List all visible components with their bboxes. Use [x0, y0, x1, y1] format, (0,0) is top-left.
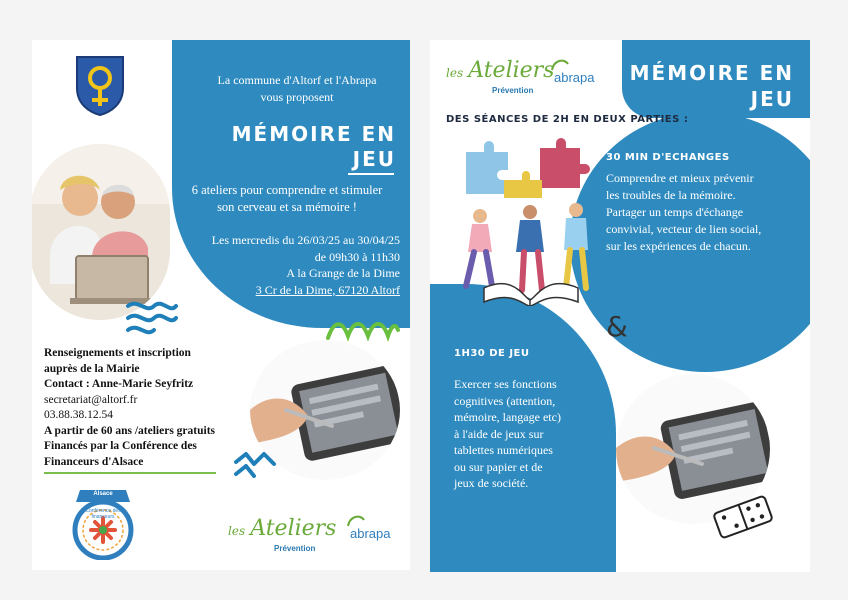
contact-underline — [44, 472, 216, 474]
contact-line: Renseignements et inscription — [44, 347, 191, 359]
intro-line: La commune d'Altorf et l'Abrapa — [217, 73, 377, 87]
schedule — [172, 232, 400, 298]
contact-line: A partir de 60 ans /ateliers gratuits — [44, 424, 215, 437]
contact-line: Financeurs d'Alsace — [44, 455, 144, 468]
badge-ring-label: Conférence des financeurs — [85, 508, 121, 520]
logo-les: les — [228, 524, 246, 538]
coat-of-arms-icon — [74, 54, 126, 116]
part2-line: ou sur papier et de — [454, 459, 543, 474]
part2-line: mémoire, langage etc) — [454, 410, 561, 424]
small-zigzag-icon — [232, 448, 280, 478]
contact-line: Financés par la Conférence des — [44, 440, 197, 452]
contact-email: secretariat@altorf.fr — [44, 393, 138, 406]
contact-line: Contact : Anne-Marie Seyfritz — [44, 378, 194, 390]
sessions-subtitle: DES SÉANCES DE 2H EN DEUX PARTIES : — [446, 114, 689, 125]
left-page — [32, 40, 410, 570]
description-line: son cerveau et sa mémoire ! — [217, 200, 357, 214]
schedule-address: 3 Cr de la Dime, 67120 Altorf — [255, 282, 400, 297]
logo-abrapa: abrapa — [554, 70, 595, 85]
part2-line: à l'aide de jeux sur — [454, 426, 544, 441]
intro-line: vous proposent — [260, 90, 334, 104]
right-title — [616, 60, 794, 112]
part1-text — [606, 170, 802, 255]
part1-heading: 30 MIN D'ECHANGES — [606, 152, 730, 163]
right-page — [430, 40, 810, 572]
part2-line: tablettes numériques — [454, 443, 553, 457]
part2-line: Exercer ses fonctions — [454, 377, 557, 391]
description — [172, 182, 402, 216]
financeurs-badge — [70, 488, 136, 560]
logo-prevention: Prévention — [492, 86, 534, 95]
ampersand: & — [606, 310, 628, 343]
logo-abrapa: abrapa — [350, 526, 391, 541]
title-line: JEU — [750, 87, 794, 111]
ateliers-logo-top — [446, 54, 616, 98]
badge-top-label: Alsace — [93, 491, 113, 497]
title-line: MÉMOIRE EN — [629, 61, 794, 85]
schedule-place: A la Grange de la Dime — [286, 266, 400, 280]
part1-line: les troubles de la mémoire. — [606, 188, 736, 202]
part1-line: Partager un temps d'échange — [606, 205, 744, 219]
part1-line: convivial, vecteur de lien social, — [606, 222, 762, 236]
logo-ateliers: Ateliers — [250, 516, 337, 541]
contact-line: auprès de la Mairie — [44, 362, 140, 375]
contact-phone: 03.88.38.12.54 — [44, 409, 113, 421]
ateliers-logo-bottom — [228, 512, 408, 556]
contact-block — [44, 346, 244, 470]
logo-ateliers: Ateliers — [468, 58, 555, 83]
left-title — [182, 122, 396, 172]
seniors-photo — [32, 144, 170, 320]
zigzag-decoration-icon — [124, 296, 180, 336]
intro-text — [192, 72, 402, 106]
part1-line: Comprendre et mieux prévenir — [606, 171, 754, 185]
schedule-hours: de 09h30 à 11h30 — [314, 249, 400, 264]
part2-line: cognitives (attention, — [454, 393, 556, 408]
schedule-dates: Les mercredis du 26/03/25 au 30/04/25 — [211, 233, 400, 247]
title-line: MÉMOIRE EN — [231, 122, 396, 146]
title-underline — [348, 173, 394, 175]
description-line: 6 ateliers pour comprendre et stimuler — [191, 183, 383, 197]
part1-line: sur les expériences de chacun. — [606, 239, 751, 253]
part2-text — [454, 376, 614, 492]
part2-line: jeux de société. — [454, 476, 529, 490]
title-line: JEU — [352, 147, 396, 171]
logo-les: les — [446, 66, 464, 80]
part2-heading: 1H30 DE JEU — [454, 348, 530, 359]
domino-icon — [710, 492, 776, 542]
puzzle-people-illustration — [444, 138, 614, 306]
logo-prevention: Prévention — [274, 544, 316, 553]
